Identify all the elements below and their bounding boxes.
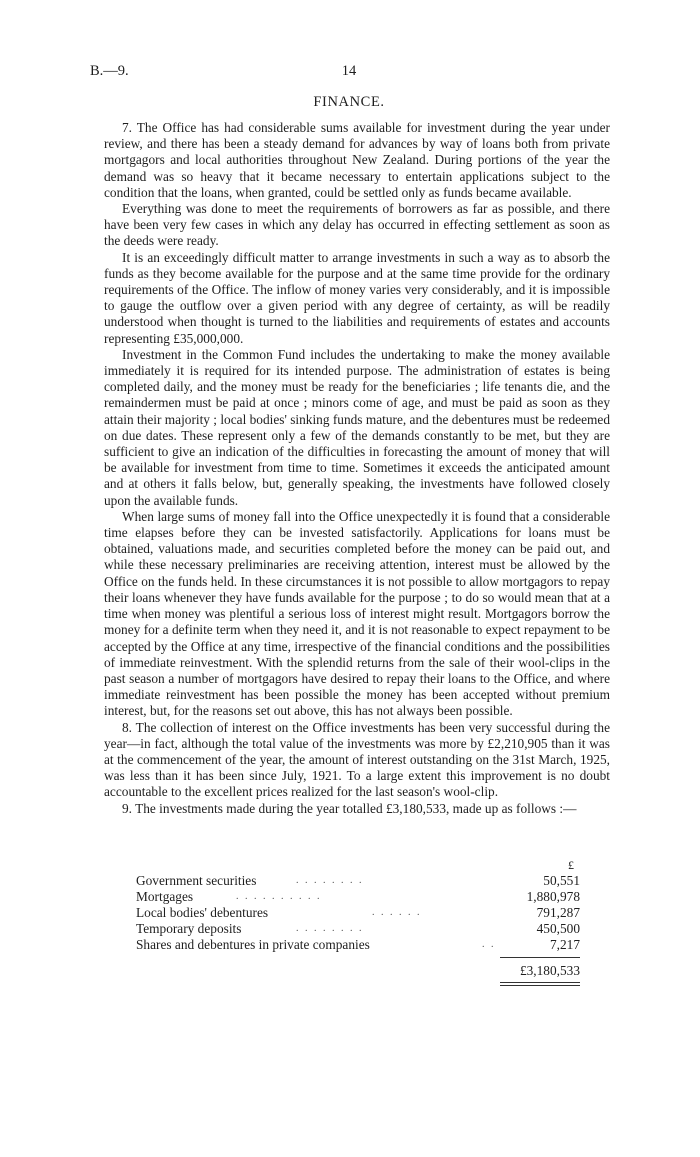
paragraph-7d: Investment in the Common Fund includes the undertaking to make the money available immediately it is required for its intended purpose. The administration of estates is being completed daily, and the money must be ready for the beneficiaries ; life tenants die, and the remaindermen must be paid at once ; minors come of age, and must be paid as soon as they attain their majority ; local bodies' sinking funds mature, and the debentures must be redeemed on due dates. These represent only a few of the demands constantly to be met, but they are sufficient to give an indication of the difficulties in forecasting the amount of money that will be available for investment from time to time. Sometimes it exceeds the anticipated amount and at others it falls below, but, generally speaking, the investments have followed closely upon the available funds. xyxy=(104,346,610,508)
paragraph-8: 8. The collection of interest on the Office investments has been very successful during the year—in fact, although the total value of the investments was more by £2,210,905 than it was at the commencement of the year, the amount of interest outstanding on the 31st March, 1925, was less than it has been since July, 1921. To a large extent this improvement is no doubt accountable to the excellent prices realized for the last season's wool-clip. xyxy=(104,719,610,800)
row-label: Mortgages xyxy=(136,889,194,904)
leader-dots: . . . . . . . . xyxy=(296,923,364,934)
table-row xyxy=(136,937,580,953)
section-title: FINANCE. xyxy=(313,94,385,110)
currency-unit: £ xyxy=(568,858,574,872)
body-text xyxy=(104,120,610,817)
total-row xyxy=(136,963,580,979)
page-header xyxy=(90,63,608,83)
paragraph-9: 9. The investments made during the year totalled £3,180,533, made up as follows :— xyxy=(122,800,577,816)
table-row xyxy=(136,873,580,889)
row-label: Government securities xyxy=(136,873,257,888)
table-row xyxy=(136,889,580,905)
double-rule xyxy=(500,982,580,986)
row-amount: 1,880,978 xyxy=(526,889,580,904)
row-amount: 50,551 xyxy=(543,873,580,888)
row-amount: 450,500 xyxy=(536,921,580,936)
document-reference: B.—9. xyxy=(90,63,129,79)
paragraph-7b: Everything was done to meet the requirements of borrowers as far as possible, and there have been very few cases in which any delay has occurred in effecting settlement as soon as the deeds were ready. xyxy=(104,201,610,249)
total-rule-wrap xyxy=(136,953,580,963)
page-number: 14 xyxy=(341,63,357,79)
row-label: Shares and debentures in private companies xyxy=(136,937,370,952)
leader-dots: . . . . . . xyxy=(372,907,422,918)
total-amount: £3,180,533 xyxy=(519,963,580,978)
paragraph-7: 7. The Office has had considerable sums available for investment during the year under review, and there has been a steady demand for advances by way of loans both from private mortgagors and local authorities throughout New Zealand. During portions of the year the demand was so heavy that it became necessary to entertain applications subject to the condition that the loans, when granted, could be settled only as funds became available. xyxy=(104,120,610,200)
total-rule xyxy=(500,957,580,958)
table-row xyxy=(136,921,580,937)
leader-dots: . . xyxy=(482,939,496,950)
leader-dots: . . . . . . . . xyxy=(296,875,364,886)
row-amount: 791,287 xyxy=(536,905,580,920)
leader-dots: . . . . . . . . . . xyxy=(236,891,322,902)
paragraph-7e: When large sums of money fall into the Office unexpectedly it is found that a considerable time elapses before they can be invested satisfactorily. Applications for loans must be obtained, valuations made, and securities completed before the money can be paid out, and while these necessary preliminaries are receiving attention, interest must be allowed by the Office on the funds held. In these circumstances it is not possible to allow mortgagors to repay their loans whenever they have funds available for the purpose ; to do so would mean that at a time when money was plentiful a serious loss of interest might result. Mortgagors borrow the money for a definite term when they need it, and it is not reasonable to expect repayment to be accepted by the Office at any time, irrespective of the financial conditions and the possibilities of immediate reinvestment. With the splendid returns from the sale of their wool-clips in the past season a number of mortgagors have desired to repay their loans to the Office, and where immediate reinvestment has been possible the money has been accepted without premium interest, but, for the reasons set out above, this has not always been possible. xyxy=(104,508,610,719)
row-amount: 7,217 xyxy=(549,937,580,952)
investments-table xyxy=(136,857,580,987)
row-label: Temporary deposits xyxy=(136,921,242,936)
double-rule-wrap xyxy=(136,979,580,987)
paragraph-7c: It is an exceedingly difficult matter to arrange investments in such a way as to absorb the funds as they become available for the purpose and at the same time provide for the ordinary requirements of the Office. The inflow of money varies very considerably, and it is impossible to gauge the outflow over a given period with any degree of certainty, as will be readily understood when thought is turned to the liabilities and requirements of estates and accounts representing £35,000,000. xyxy=(104,249,610,346)
row-label: Local bodies' debentures xyxy=(136,905,269,920)
table-row xyxy=(136,905,580,921)
